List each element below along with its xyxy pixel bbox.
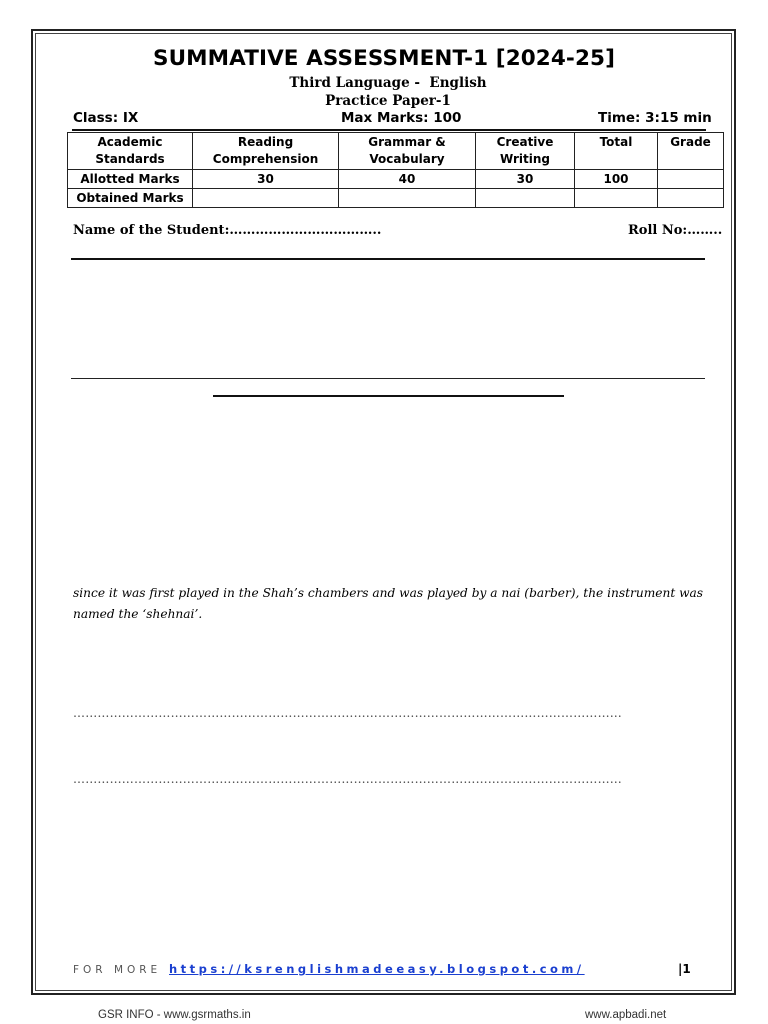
table-cell: [658, 189, 724, 208]
table-cell: 100: [575, 170, 658, 189]
marks-table-header-row: [68, 133, 724, 170]
divider: [71, 378, 705, 379]
table-cell: [193, 189, 339, 208]
column-header: Total: [575, 133, 658, 170]
class-label: Class: IX: [73, 110, 139, 126]
column-header: Grade: [658, 133, 724, 170]
marks-table: [67, 132, 724, 208]
section-underline: [213, 395, 564, 397]
allotted-marks-row: [68, 170, 724, 189]
table-cell: 30: [193, 170, 339, 189]
blog-link[interactable]: https://ksrenglishmadeeasy.blogspot.com/: [169, 962, 585, 976]
footer-label: FOR MORE: [73, 964, 162, 976]
passage-line: since it was first played in the Shah’s chambers and was played by a nai (barber), the instrument was: [73, 586, 704, 600]
obtained-marks-row: [68, 189, 724, 208]
row-label: Obtained Marks: [68, 189, 193, 208]
answer-line: ………………………………………………………………………………………………………………………: [73, 706, 622, 720]
credit-left: GSR INFO - www.gsrmaths.in: [98, 1009, 251, 1021]
credit-right: www.apbadi.net: [585, 1009, 667, 1021]
max-marks: Max Marks: 100: [341, 110, 462, 126]
divider: [71, 258, 705, 260]
column-header: Academic Standards: [68, 133, 193, 170]
table-cell: 40: [339, 170, 476, 189]
subject-line: Third Language - English: [289, 75, 487, 91]
paper-name: Practice Paper-1: [325, 93, 451, 109]
table-cell: [658, 170, 724, 189]
column-header: Grammar & Vocabulary: [339, 133, 476, 170]
header-divider: [72, 129, 706, 131]
passage-text: [73, 583, 713, 625]
student-name-label: Name of the Student:……………………………..: [73, 223, 382, 238]
passage-line: named the ‘shehnai’.: [73, 607, 203, 621]
roll-number-label: Roll No:……..: [628, 223, 723, 238]
column-header: Creative Writing: [476, 133, 575, 170]
time-allowed: Time: 3:15 min: [598, 110, 712, 126]
page-number: |1: [678, 962, 691, 976]
answer-line: ………………………………………………………………………………………………………………………: [73, 772, 622, 786]
table-cell: 30: [476, 170, 575, 189]
table-cell: [339, 189, 476, 208]
exam-title: SUMMATIVE ASSESSMENT-1 [2024-25]: [153, 46, 615, 71]
table-cell: [476, 189, 575, 208]
table-cell: [575, 189, 658, 208]
row-label: Allotted Marks: [68, 170, 193, 189]
column-header: Reading Comprehension: [193, 133, 339, 170]
